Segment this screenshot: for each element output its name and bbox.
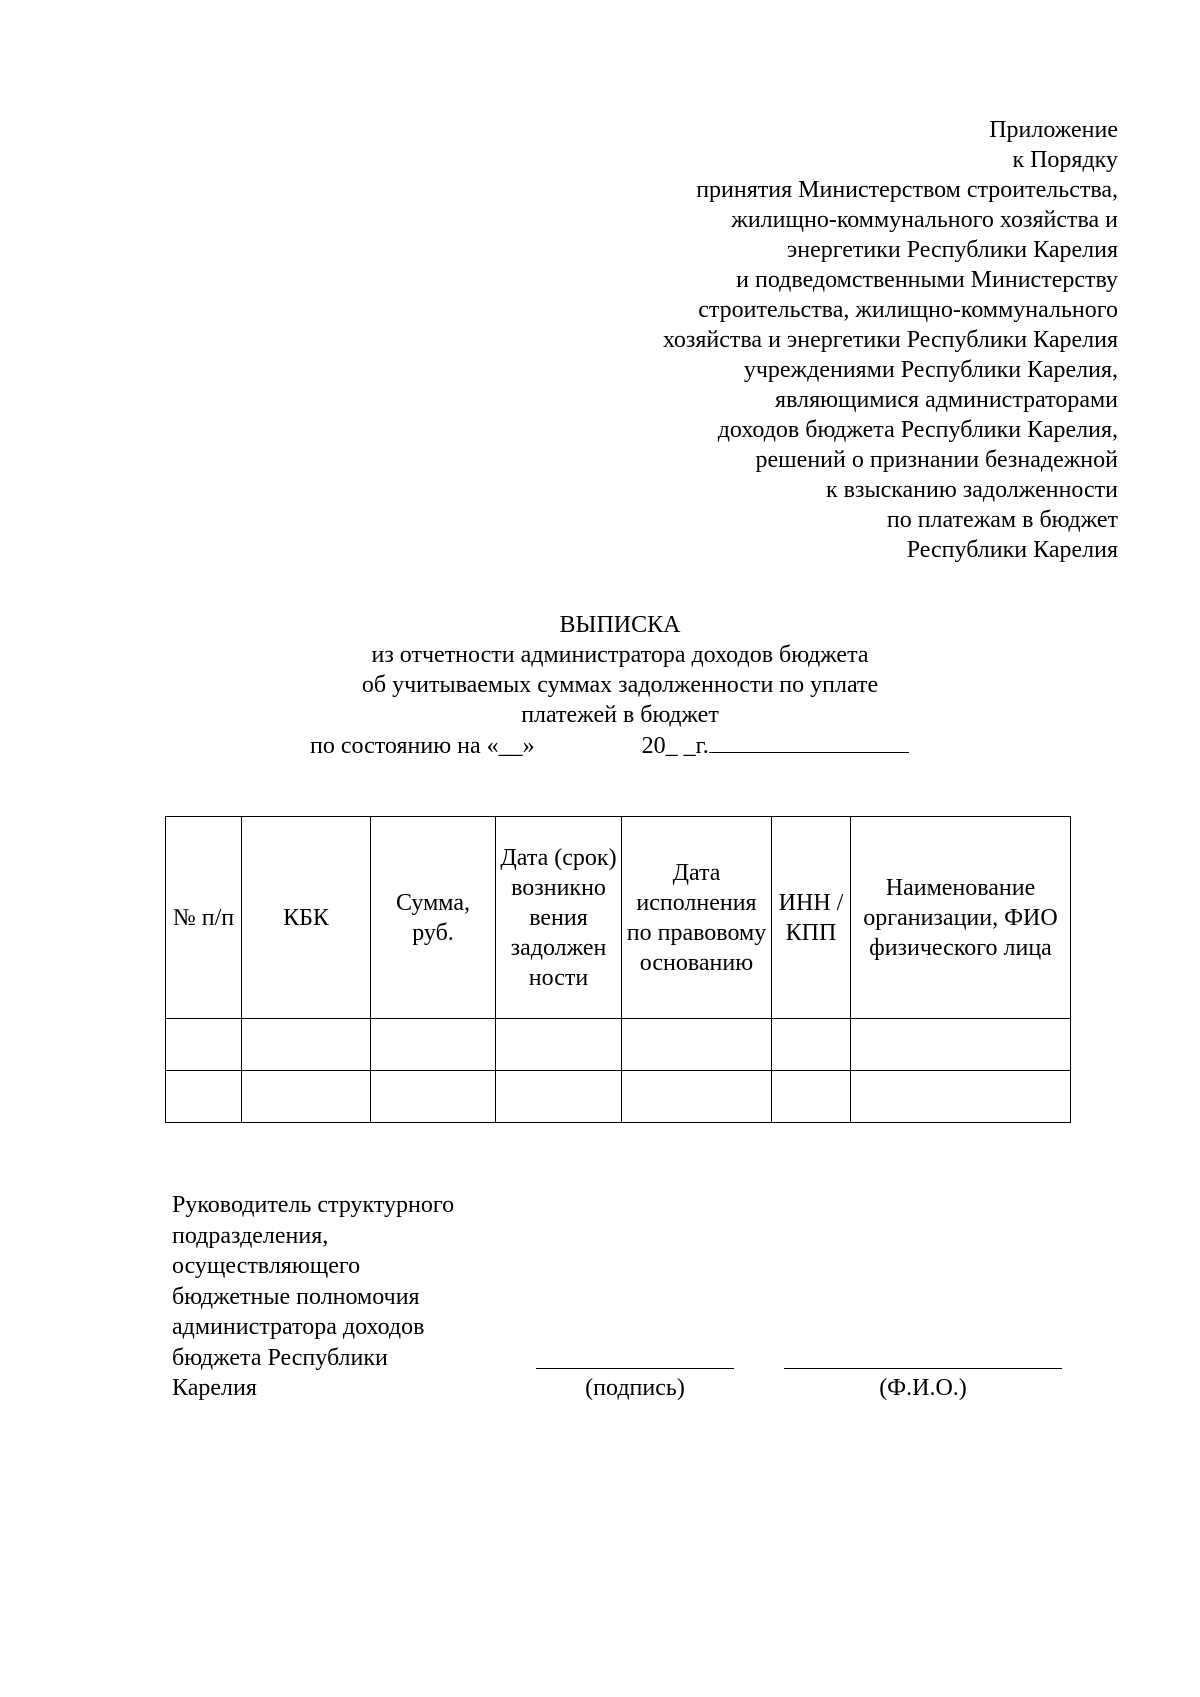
table-cell (371, 1071, 496, 1123)
state-date-line (310, 730, 909, 761)
table-cell (371, 1019, 496, 1071)
table-row (166, 1071, 1071, 1123)
table-cell (622, 1019, 772, 1071)
title-heading: ВЫПИСКА (559, 612, 681, 638)
debt-table (165, 816, 1071, 1123)
appendix-line: энергетики Республики Карелия (786, 237, 1118, 263)
signature-blank-line (536, 1368, 734, 1369)
signature-caption: (подпись) (585, 1375, 685, 1401)
appendix-line: решений о признании безнадежной (755, 447, 1118, 473)
column-header-execution-date: Дата исполнения по правовому основанию (622, 817, 772, 1019)
table-cell (772, 1019, 851, 1071)
signatory-line: Карелия (172, 1375, 257, 1401)
appendix-line: к взысканию задолженности (825, 477, 1118, 503)
state-date-blank (709, 730, 909, 753)
appendix-line: принятия Министерством строительства, (696, 177, 1118, 203)
appendix-line: хозяйства и энергетики Республики Карелия (662, 327, 1118, 353)
table-cell (242, 1071, 371, 1123)
column-header-inn-kpp: ИНН / КПП (772, 817, 851, 1019)
column-header-amount: Сумма, руб. (371, 817, 496, 1019)
title-line: из отчетности администратора доходов бюджета (371, 642, 869, 668)
column-header-number: № п/п (166, 817, 242, 1019)
appendix-line: Республики Карелия (906, 537, 1118, 563)
table-cell (851, 1071, 1071, 1123)
column-header-debt-date: Дата (срок) возникно вения задолжен ности (496, 817, 622, 1019)
column-header-kbk: КБК (242, 817, 371, 1019)
table-cell (166, 1071, 242, 1123)
signatory-label (172, 1190, 502, 1404)
signatory-line: бюджета Республики (172, 1344, 388, 1371)
table-cell (496, 1071, 622, 1123)
name-blank-line (784, 1368, 1062, 1369)
appendix-line: жилищно-коммунального хозяйства и (731, 207, 1118, 233)
table-header-row (166, 817, 1071, 1019)
column-header-organization: Наименование организации, ФИО физического лица (851, 817, 1071, 1019)
table-cell (622, 1071, 772, 1123)
table-cell (242, 1019, 371, 1071)
title-line: об учитываемых суммах задолженности по уплате (361, 672, 879, 698)
appendix-header (558, 115, 1118, 565)
table-row (166, 1019, 1071, 1071)
appendix-line: являющимися администраторами (775, 387, 1118, 413)
appendix-line: и подведомственными Министерству (736, 267, 1118, 293)
appendix-line: строительства, жилищно-коммунального (698, 297, 1118, 323)
appendix-line: к Порядку (1012, 147, 1118, 173)
signatory-line: администратора доходов (172, 1314, 425, 1340)
appendix-line: доходов бюджета Республики Карелия, (717, 417, 1118, 443)
name-caption: (Ф.И.О.) (879, 1375, 967, 1401)
table-cell (496, 1019, 622, 1071)
signatory-line: подразделения, (172, 1222, 329, 1249)
table-cell (166, 1019, 242, 1071)
table-cell (851, 1019, 1071, 1071)
signatory-line: Руководитель структурного (172, 1192, 455, 1218)
appendix-line: по платежам в бюджет (886, 507, 1118, 533)
signatory-line: осуществляющего (172, 1253, 361, 1279)
title-line: платежей в бюджет (521, 702, 719, 728)
signatory-line: бюджетные полномочия (172, 1283, 420, 1310)
document-title (0, 610, 1200, 730)
table-cell (772, 1071, 851, 1123)
state-prefix: по состоянию на «__» (310, 733, 535, 759)
appendix-line: учреждениями Республики Карелия, (743, 357, 1118, 383)
state-year: 20_ _г. (641, 733, 709, 759)
appendix-line: Приложение (989, 117, 1118, 143)
